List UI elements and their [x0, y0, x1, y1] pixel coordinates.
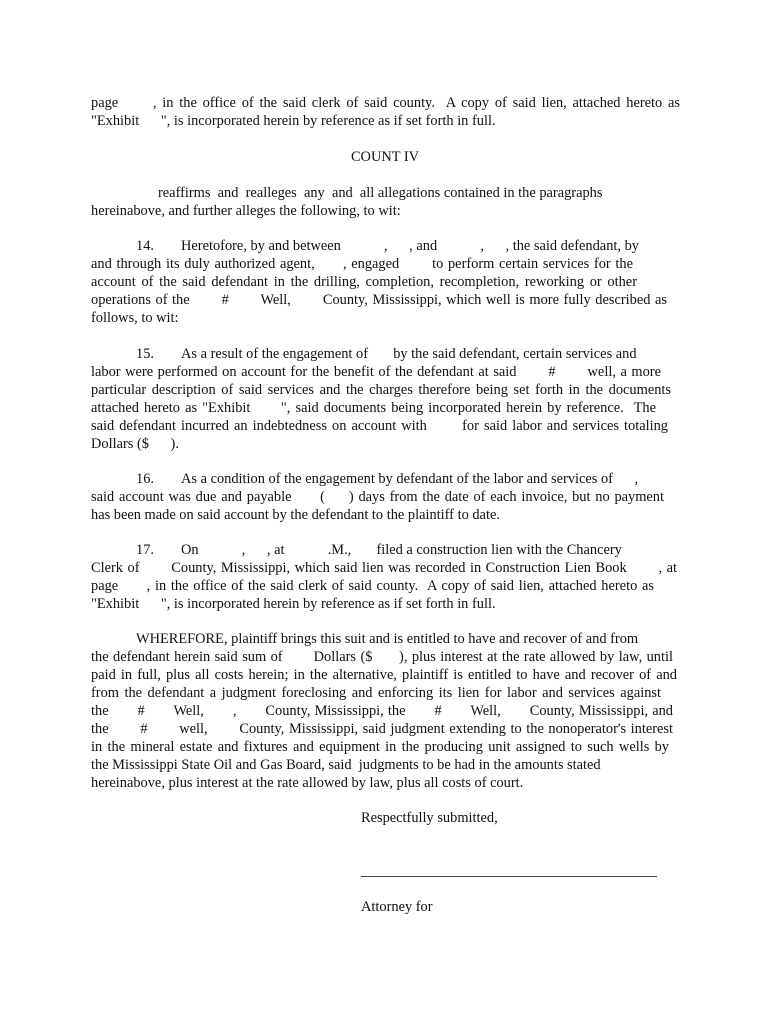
para-17-line-4: "Exhibit ", is incorporated herein by reference as if set forth in full. [91, 596, 496, 612]
para-15-line-6: Dollars ($ ). [91, 436, 179, 452]
para-14-line-3: account of the said defendant in the drilling, completion, recompletion, reworking or other [91, 274, 637, 290]
para-15-line-4: attached hereto as "Exhibit ", said documents being incorporated herein by reference. The [91, 400, 656, 416]
wherefore-line-1: WHEREFORE, plaintiff brings this suit and is entitled to have and recover of and from [136, 631, 639, 647]
wherefore-line-9: hereinabove, plus interest at the rate allowed by law, plus all costs of court. [91, 775, 524, 791]
closing-text: Respectfully submitted, [361, 810, 498, 826]
para-14-line-2: and through its duly authorized agent, , engaged to perform certain services for the [91, 256, 633, 272]
wherefore-line-5: the # Well, , County, Mississippi, the # Well, County, Mississippi, and [91, 703, 673, 719]
reaffirm-line-1: reaffirms and realleges any and all allegations contained in the paragraphs [158, 185, 603, 201]
reaffirm-line-2: hereinabove, and further alleges the following, to wit: [91, 203, 401, 219]
signature-line [361, 876, 657, 877]
intro-line-1: page , in the office of the said clerk of said county. A copy of said lien, attached hereto as [91, 95, 680, 111]
para-16-line-3: has been made on said account by the defendant to the plaintiff to date. [91, 507, 500, 523]
wherefore-line-8: the Mississippi State Oil and Gas Board, said judgments to be had in the amounts stated [91, 757, 601, 773]
para-17-line-1: On , , at .M., filed a construction lien with the Chancery [181, 542, 622, 558]
para-16-line-1: As a condition of the engagement by defendant of the labor and services of , [181, 471, 639, 487]
para-16-line-2: said account was due and payable ( ) days from the date of each invoice, but no payment [91, 489, 664, 505]
attorney-label: Attorney for [361, 899, 433, 915]
para-17-number: 17. [136, 542, 154, 558]
para-15-line-2: labor were performed on account for the benefit of the defendant at said # well, a more [91, 364, 661, 380]
count-heading: COUNT IV [350, 149, 420, 165]
para-14-line-5: follows, to wit: [91, 310, 179, 326]
para-14-line-1: Heretofore, by and between , , and , , the said defendant, by [181, 238, 639, 254]
para-17-line-3: page , in the office of the said clerk of said county. A copy of said lien, attached hereto as [91, 578, 654, 594]
wherefore-line-4: from the defendant a judgment foreclosing and enforcing its lien for labor and services against [91, 685, 661, 701]
para-15-line-5: said defendant incurred an indebtedness on account with for said labor and services totaling [91, 418, 668, 434]
para-14-line-4: operations of the # Well, County, Mississippi, which well is more fully described as [91, 292, 667, 308]
para-15-line-1: As a result of the engagement of by the said defendant, certain services and [181, 346, 637, 362]
wherefore-line-6: the # well, County, Mississippi, said judgment extending to the nonoperator's interest [91, 721, 673, 737]
para-14-number: 14. [136, 238, 154, 254]
wherefore-line-2: the defendant herein said sum of Dollars ($ ), plus interest at the rate allowed by law, until [91, 649, 673, 665]
para-16-number: 16. [136, 471, 154, 487]
para-15-number: 15. [136, 346, 154, 362]
para-17-line-2: Clerk of County, Mississippi, which said lien was recorded in Construction Lien Book , at [91, 560, 677, 576]
intro-line-2: "Exhibit ", is incorporated herein by reference as if set forth in full. [91, 113, 496, 129]
wherefore-line-7: in the mineral estate and fixtures and equipment in the producing unit assigned to such wells by [91, 739, 669, 755]
para-15-line-3: particular description of said services and the charges therefore being set forth in the documents [91, 382, 671, 398]
wherefore-line-3: paid in full, plus all costs herein; in the alternative, plaintiff is entitled to have and recover of and [91, 667, 677, 683]
